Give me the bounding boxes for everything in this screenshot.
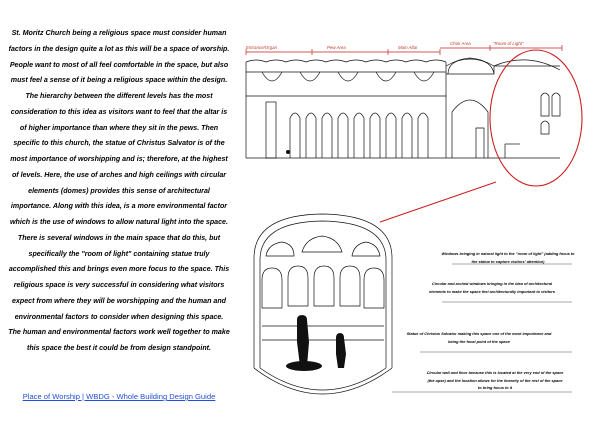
callout-connector [380, 182, 496, 222]
visitor-figure [336, 333, 346, 368]
note-arched-windows: Circular and arched windows bringing in the idea of architectural elements to make the space feel architecturally important to visitors [429, 281, 555, 294]
room-of-light-highlight [490, 50, 582, 186]
wbdg-link[interactable]: Place of Worship | WBDG - Whole Building Design Guide [22, 392, 216, 401]
label-entrance: Entrance/Organ [246, 45, 277, 50]
note-statue: Statue of Christus Salvator making this space one of the most importance and being the focal point of the space [406, 331, 552, 344]
label-pew-area: Pew Area [327, 45, 346, 50]
church-section [246, 58, 560, 158]
essay-paragraph: St. Moritz Church being a religious space must consider human factors in the design quite a lot as this will be a space of worship. People want to most of all feel comfortable in the space, but also must feel a sense of it being a religious space within the design. The hierarchy between the different levels has the most consideration to this idea as visitors want to feel that the altar is of higher importance than where they sit in the pews. Then specific to this church, the statue of Christus Salvator is of the most importance of worshipping and is; therefore, at the highest of levels. Here, the use of arches and high ceilings with circular elements (domes) provides this sense of architectural importance. Along with this idea, is a more environmental factor which is the use of windows to allow natural light into the space. There is several windows in the main space that do this, but specifically the "room of light" containing statue truly accomplished this and brings even more focus to the space. This religious space is very successful in considering what visitors expect from where they will be worshipping and the human and environmental factors to consider when designing this space. The human and environmental factors work well together to make this space the best it could be from design standpoint. [8, 29, 230, 352]
apse-perspective [254, 214, 392, 394]
zone-dimension-lines [246, 45, 562, 55]
label-room-of-light: "Room of Light" [493, 41, 524, 46]
label-main-altar: Main Altar [398, 45, 418, 50]
label-choir-area: Choir Area [450, 41, 471, 46]
note-windows: Windows bringing in natural light to the "room of light" (adding focus to the statue to capture visitors' attention) [441, 251, 575, 264]
section-figure [286, 150, 290, 154]
statue-figure [297, 315, 309, 366]
note-circular-wall: Circular wall and floor because this is located at the very end of the space (the apse) and the location allows for the linearity of the rest of the space to bring focus to it [426, 370, 564, 390]
